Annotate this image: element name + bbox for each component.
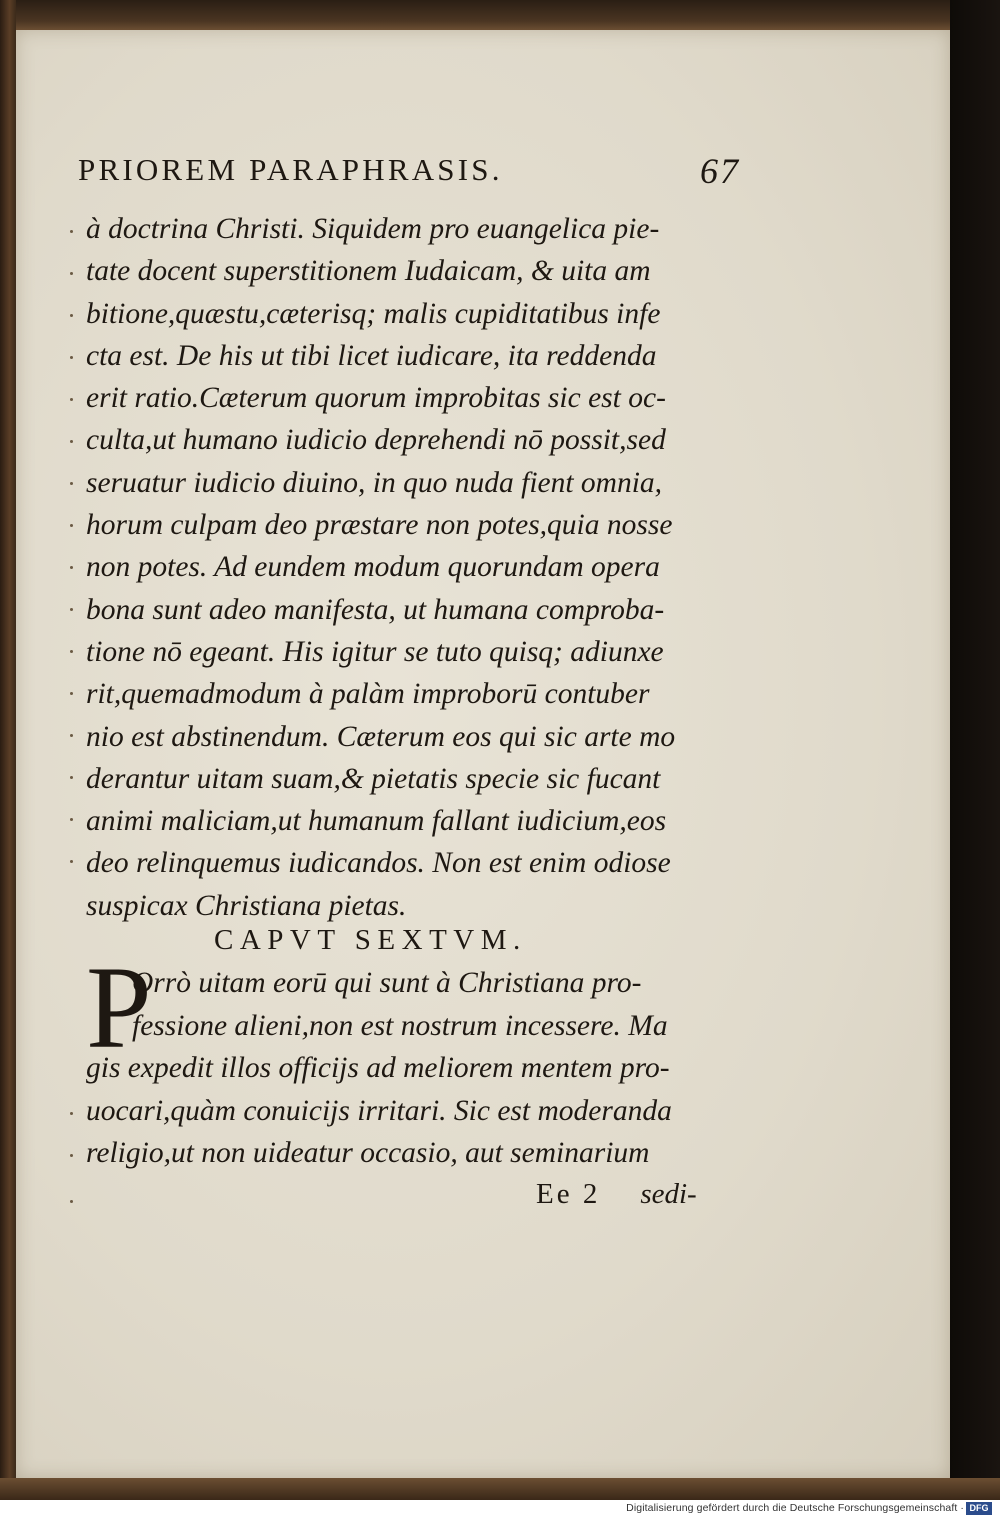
margin-tick xyxy=(70,356,73,359)
chapter-line: religio,ut non uideatur occasio, aut seminarium xyxy=(86,1137,650,1169)
margin-tick xyxy=(70,1154,73,1157)
dfg-logo: DFG xyxy=(966,1502,992,1515)
book-right-edge xyxy=(950,0,1000,1500)
body-line: tate docent superstitionem Iudaicam, & uita am xyxy=(86,255,651,288)
running-head: PRIOREM PARAPHRASIS. xyxy=(78,152,503,187)
margin-tick xyxy=(70,566,73,569)
margin-tick xyxy=(70,692,73,695)
body-line: bona sunt adeo manifesta, ut humana comproba- xyxy=(86,593,665,626)
margin-tick xyxy=(70,1112,73,1115)
body-line: erit ratio.Cæterum quorum improbitas sic est oc- xyxy=(86,382,666,415)
body-line: animi maliciam,ut humanum fallant iudicium,eos xyxy=(86,805,667,838)
body-line: rit,quemadmodum à palàm improborū contuber xyxy=(86,678,650,711)
margin-tick xyxy=(70,608,73,611)
body-line: nio est abstinendum. Cæterum eos qui sic arte mo xyxy=(86,720,676,753)
body-line: horum culpam deo præstare non potes,quia nosse xyxy=(86,509,673,542)
margin-tick xyxy=(70,860,73,863)
margin-tick xyxy=(70,440,73,443)
book-top-edge xyxy=(0,0,1000,30)
body-line: derantur uitam suam,& pietatis specie sic fucant xyxy=(86,762,661,795)
body-line: à doctrina Christi. Siquidem pro euangelica pie- xyxy=(86,213,660,245)
catchline xyxy=(536,1178,697,1211)
body-text xyxy=(86,208,726,927)
book-bottom-edge xyxy=(0,1478,1000,1500)
body-line: suspicax Christiana pietas. xyxy=(86,889,407,922)
margin-tick xyxy=(70,1200,73,1203)
body-line: cta est. De his ut tibi licet iudicare, ita reddenda xyxy=(86,339,657,372)
catchword: sedi- xyxy=(640,1178,697,1210)
body-line: non potes. Ad eundem modum quorundam opera xyxy=(86,551,660,584)
chapter-text xyxy=(86,962,726,1175)
body-line: deo relinquemus iudicandos. Non est enim odiose xyxy=(86,847,671,880)
drop-cap-initial: P xyxy=(86,942,152,1073)
margin-tick xyxy=(70,230,73,233)
margin-tick xyxy=(70,734,73,737)
book-binding-edge xyxy=(0,0,16,1500)
chapter-line: fessione alieni,non est nostrum incessere. Ma xyxy=(132,1009,668,1042)
chapter-line: gis expedit illos officijs ad meliorem mentem pro- xyxy=(86,1052,670,1084)
body-line: tione nō egeant. His igitur se tuto quisq; adiunxe xyxy=(86,635,664,668)
margin-tick xyxy=(70,776,73,779)
margin-tick xyxy=(70,272,73,275)
chapter-heading: CAPVT SEXTVM. xyxy=(214,924,527,956)
margin-tick xyxy=(70,482,73,485)
chapter-line: Orrò uitam eorū qui sunt à Christiana pro- xyxy=(132,967,642,999)
body-line: seruatur iudicio diuino, in quo nuda fient omnia, xyxy=(86,466,663,499)
margin-tick xyxy=(70,524,73,527)
signature-mark: Ee 2 xyxy=(536,1178,601,1210)
margin-tick xyxy=(70,314,73,317)
margin-tick xyxy=(70,650,73,653)
funding-credit: Digitalisierung gefördert durch die Deutsche Forschungsgemeinschaft · xyxy=(626,1502,964,1514)
page-number: 67 xyxy=(700,151,740,191)
margin-tick xyxy=(70,818,73,821)
body-line: culta,ut humano iudicio deprehendi nō possit,sed xyxy=(86,424,666,457)
margin-tick xyxy=(70,398,73,401)
body-line: bitione,quæstu,cæterisq; malis cupiditatibus infe xyxy=(86,297,661,330)
chapter-line: uocari,quàm conuicijs irritari. Sic est moderanda xyxy=(86,1094,672,1127)
